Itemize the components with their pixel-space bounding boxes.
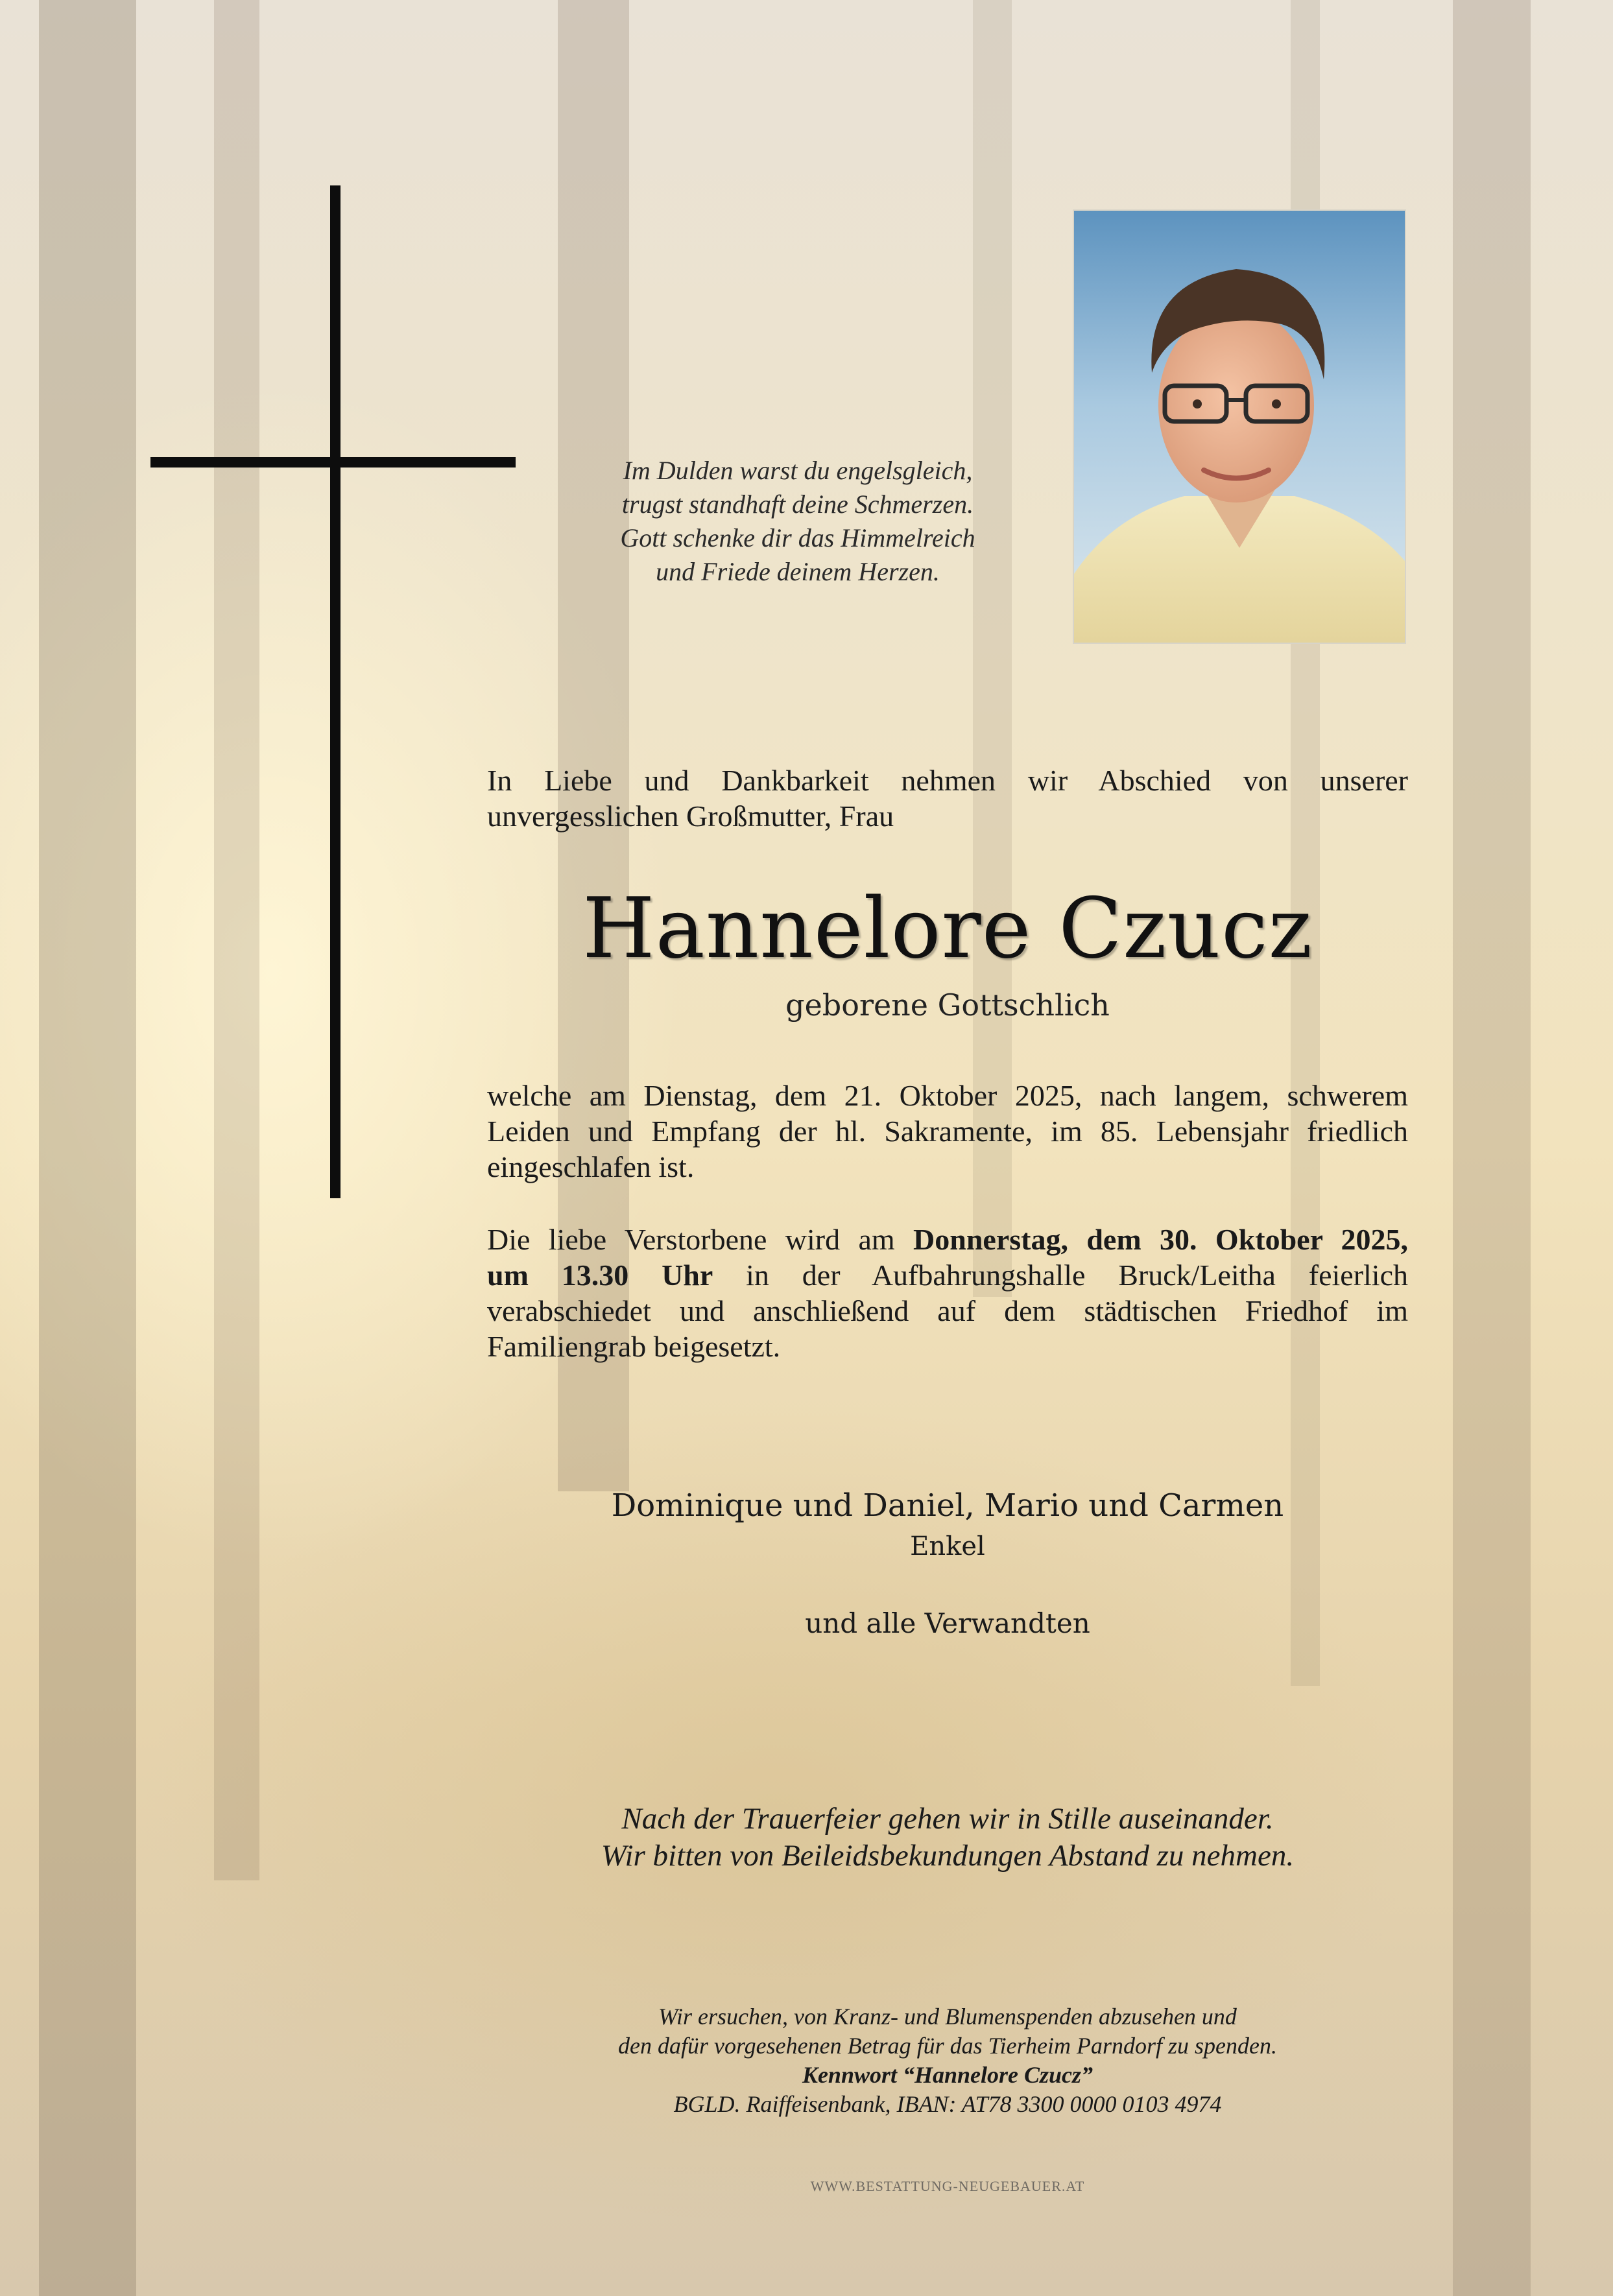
- poem-line: Gott schenke dir das Himmelreich: [620, 523, 975, 552]
- donation-line: Wir ersuchen, von Kranz- und Blumenspenden abzusehen und: [658, 2004, 1237, 2030]
- funeral-date: Donnerstag, dem 30. Oktober 2025,: [913, 1223, 1409, 1256]
- funeral-line: [487, 1257, 1408, 1293]
- death-notice-paragraph: [487, 1078, 1408, 1185]
- cross-vertical-bar: [330, 185, 341, 1198]
- death-notice-line: Leiden und Empfang der hl. Sakramente, im 85. Lebensjahr friedlich: [487, 1115, 1408, 1148]
- memorial-poem: [545, 454, 1051, 589]
- mourner-relation: Enkel: [910, 1532, 985, 1561]
- intro-paragraph: [487, 763, 1408, 834]
- funeral-line: Familiengrab beigesetzt.: [487, 1330, 781, 1363]
- intro-line: In Liebe und Dankbarkeit nehmen wir Abschied von unserer: [487, 764, 1408, 797]
- donation-keyword: Kennwort “Hannelore Czucz”: [802, 2062, 1093, 2088]
- background-tree-trunk: [214, 0, 259, 1880]
- death-notice-line: eingeschlafen ist.: [487, 1150, 695, 1183]
- relatives-line: und alle Verwandten: [805, 1607, 1090, 1639]
- funeral-time: um 13.30 Uhr: [487, 1259, 713, 1292]
- donation-note: [487, 2002, 1408, 2119]
- mourner-names: Dominique und Daniel, Mario und Carmen: [611, 1487, 1284, 1524]
- funeral-details-paragraph: [487, 1222, 1408, 1364]
- poem-line: und Friede deinem Herzen.: [656, 557, 940, 586]
- poem-line: Im Dulden warst du engelsgleich,: [623, 456, 973, 485]
- funeral-home-website: WWW.BESTATTUNG-NEUGEBAUER.AT: [810, 2178, 1085, 2194]
- portrait-illustration: [1074, 211, 1405, 643]
- portrait-photo: [1073, 209, 1406, 644]
- background-tree-trunk: [1453, 0, 1531, 2296]
- cross-horizontal-bar: [150, 457, 516, 467]
- funeral-line-text: in der Aufbahrungshalle Bruck/Leitha feierlich: [746, 1259, 1408, 1292]
- intro-line: unvergesslichen Großmutter, Frau: [487, 799, 894, 833]
- deceased-name: Hannelore Czucz: [582, 881, 1313, 977]
- funeral-line: [487, 1222, 1408, 1257]
- donation-bank: BGLD. Raiffeisenbank, IBAN: AT78 3300 0000 0103 4974: [673, 2091, 1222, 2117]
- poem-line: trugst standhaft deine Schmerzen.: [621, 490, 974, 519]
- closing-line: Wir bitten von Beileidsbekundungen Abstand zu nehmen.: [601, 1839, 1295, 1873]
- birth-name: geborene Gottschlich: [785, 988, 1110, 1023]
- donation-line: den dafür vorgesehenen Betrag für das Tierheim Parndorf zu spenden.: [618, 2033, 1277, 2059]
- funeral-line: verabschiedet und anschließend auf dem städtischen Friedhof im: [487, 1294, 1408, 1327]
- closing-line: Nach der Trauerfeier gehen wir in Stille auseinander.: [621, 1802, 1274, 1836]
- closing-note: [487, 1801, 1408, 1875]
- background-tree-trunk: [39, 0, 136, 2296]
- death-notice-line: welche am Dienstag, dem 21. Oktober 2025, nach langem, schwerem: [487, 1079, 1408, 1112]
- funeral-line-text: Die liebe Verstorbene wird am: [487, 1223, 895, 1256]
